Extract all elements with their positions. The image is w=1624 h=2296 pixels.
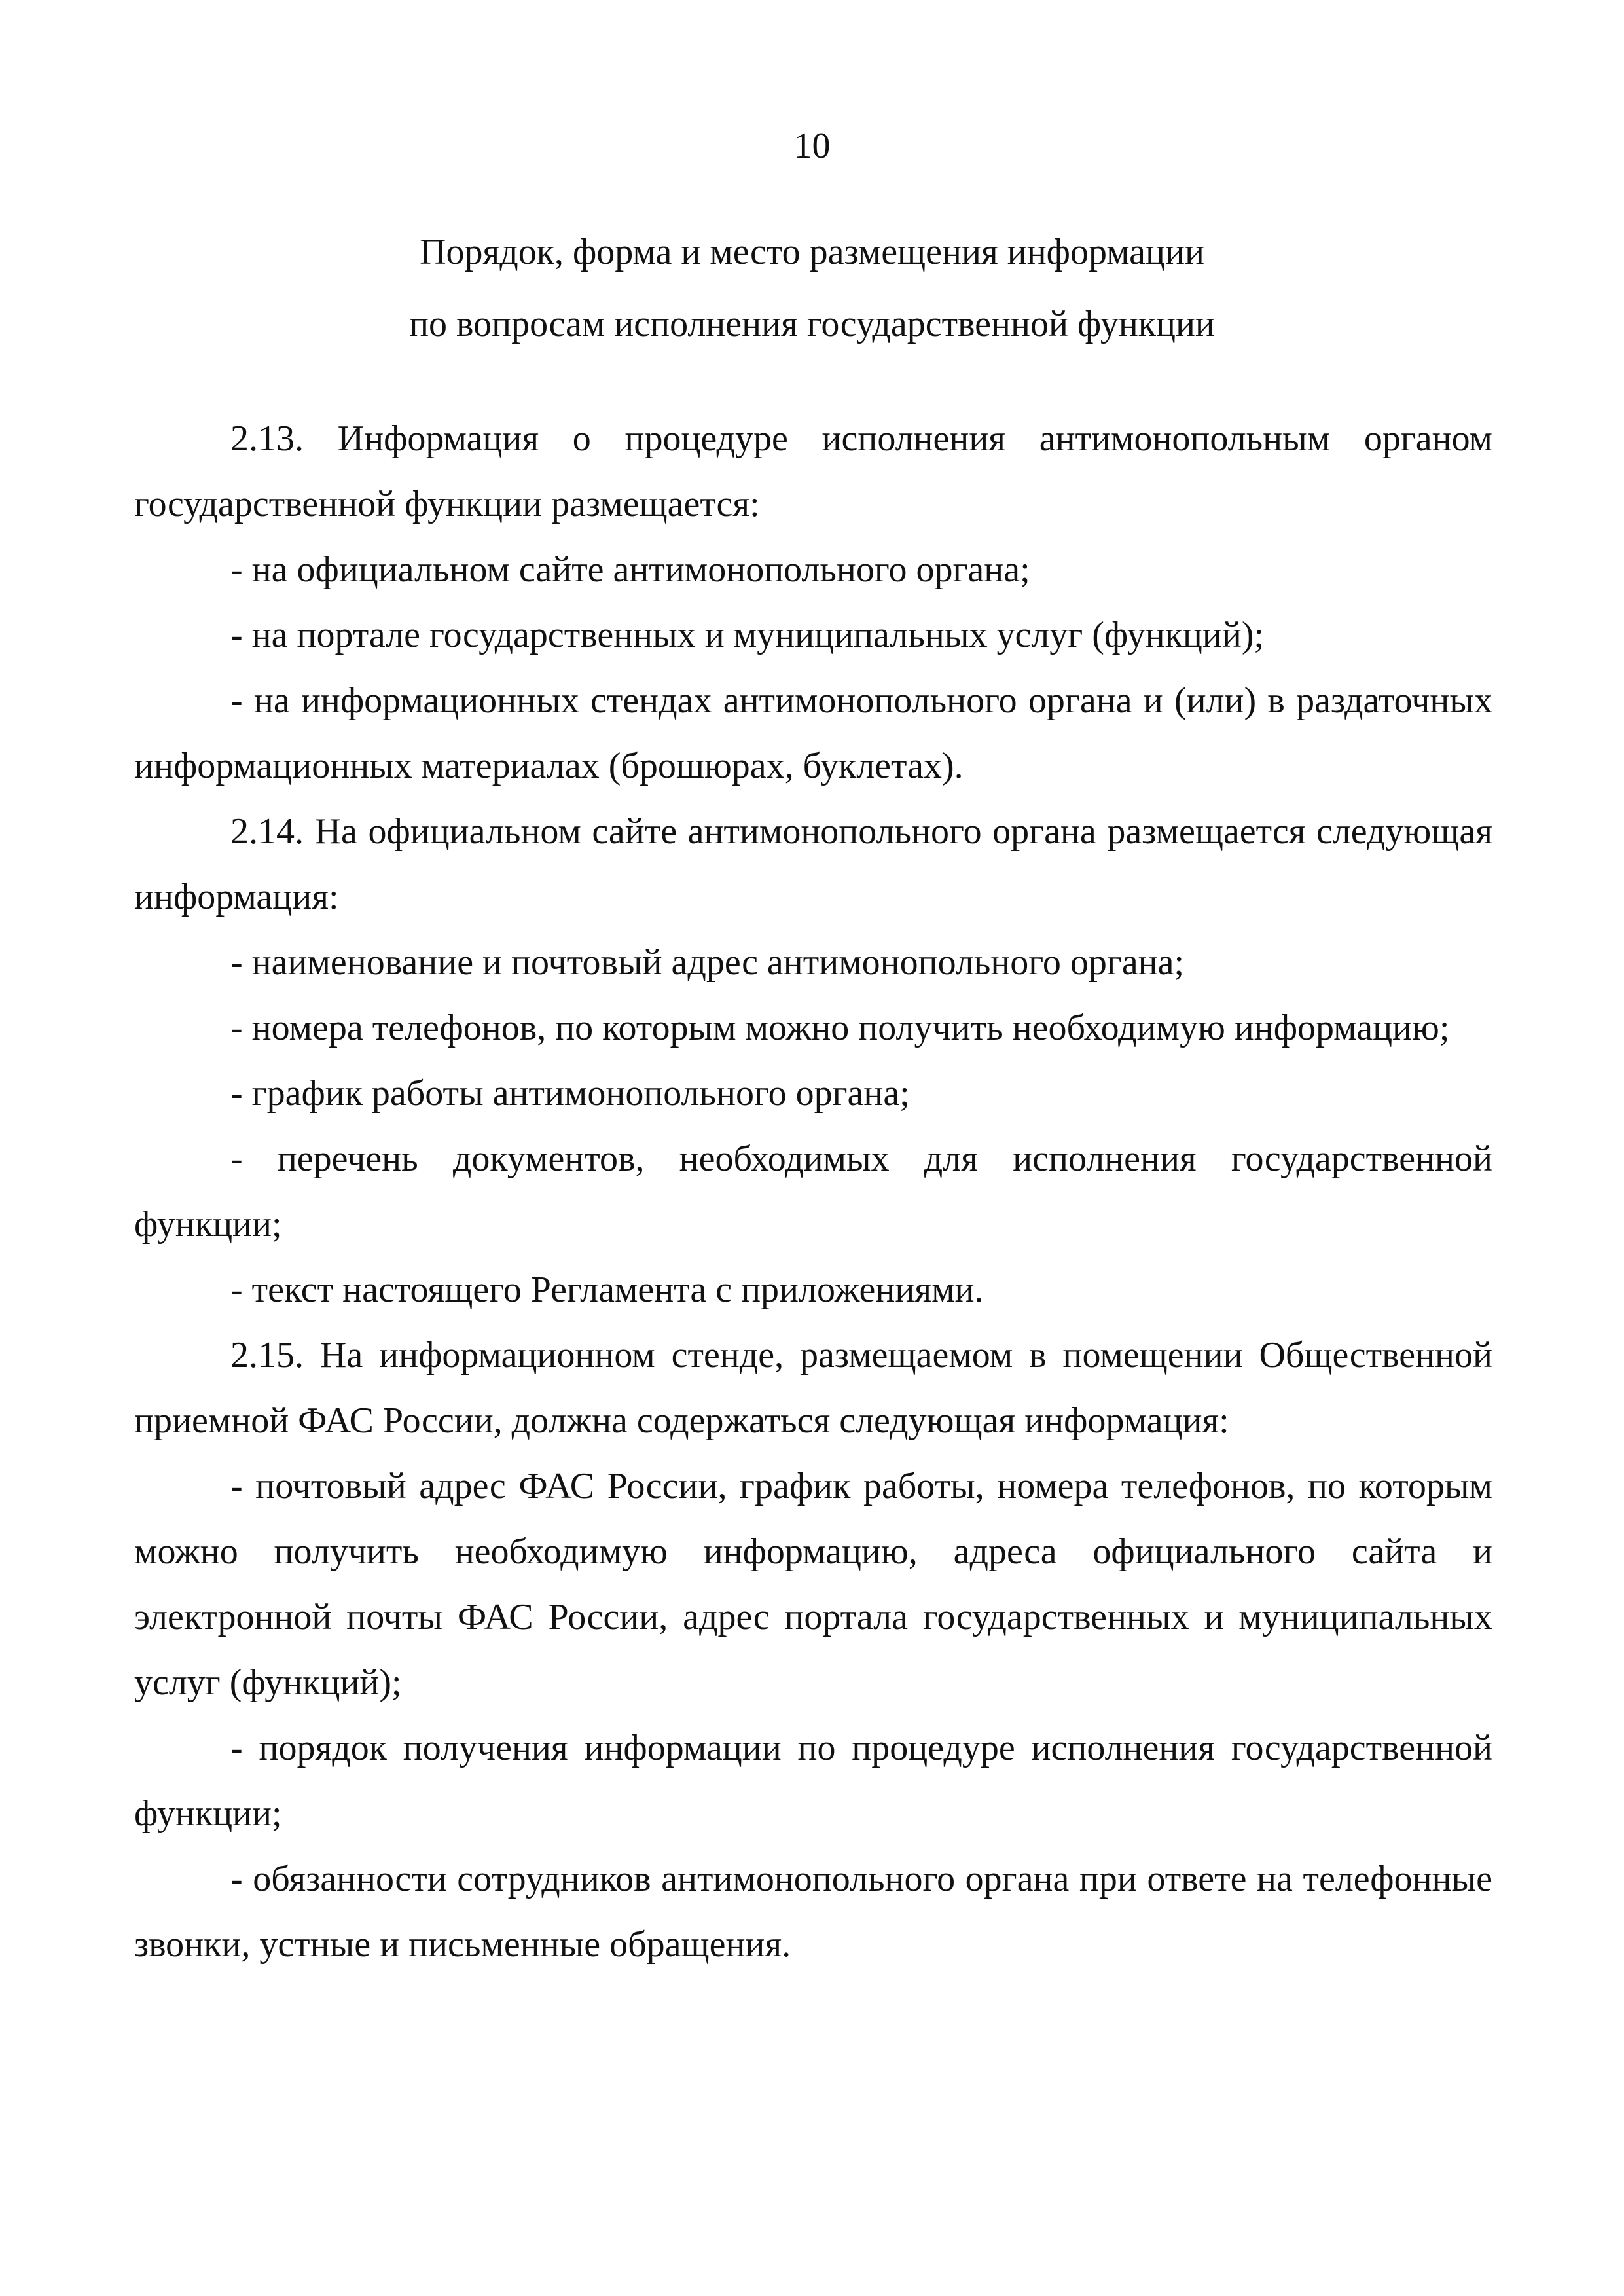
- list-item: - номера телефонов, по которым можно получить необходимую информацию;: [230, 1008, 1450, 1048]
- list-item: - текст настоящего Регламента с приложениями.: [230, 1269, 984, 1310]
- list-item: - почтовый адрес ФАС России, график работы, номера телефонов, по которым можно получить необходимую информацию, адреса официального сайта и электронной почты ФАС России, адрес портала государственных и муниципальных услуг (функций);: [134, 1466, 1492, 1703]
- list-item: - наименование и почтовый адрес антимонопольного органа;: [230, 942, 1185, 983]
- list-item: - график работы антимонопольного органа;: [230, 1073, 910, 1114]
- paragraph-2-14: 2.14. На официальном сайте антимонопольного органа размещается следующая информация:: [134, 811, 1492, 917]
- list-item: - обязанности сотрудников антимонопольного органа при ответе на телефонные звонки, устные и письменные обращения.: [134, 1859, 1492, 1965]
- paragraph-2-15: 2.15. На информационном стенде, размещаемом в помещении Общественной приемной ФАС России, должна содержаться следующая информация:: [134, 1335, 1492, 1441]
- list-item: - на портале государственных и муниципальных услуг (функций);: [230, 615, 1265, 655]
- body-text: [134, 406, 1492, 1977]
- heading-line-2: по вопросам исполнения государственной функции: [409, 304, 1215, 344]
- heading-line-1: Порядок, форма и место размещения информации: [420, 232, 1204, 272]
- list-item: - перечень документов, необходимых для исполнения государственной функции;: [134, 1139, 1492, 1245]
- list-item: - на официальном сайте антимонопольного органа;: [230, 549, 1030, 590]
- section-heading: [0, 216, 1624, 360]
- list-item: - порядок получения информации по процедуре исполнения государственной функции;: [134, 1728, 1492, 1834]
- paragraph-2-13: 2.13. Информация о процедуре исполнения антимонопольным органом государственной функции размещается:: [134, 418, 1492, 524]
- page-number: 10: [793, 126, 831, 166]
- list-item: - на информационных стендах антимонопольного органа и (или) в раздаточных информационных материалах (брошюрах, буклетах).: [134, 680, 1492, 786]
